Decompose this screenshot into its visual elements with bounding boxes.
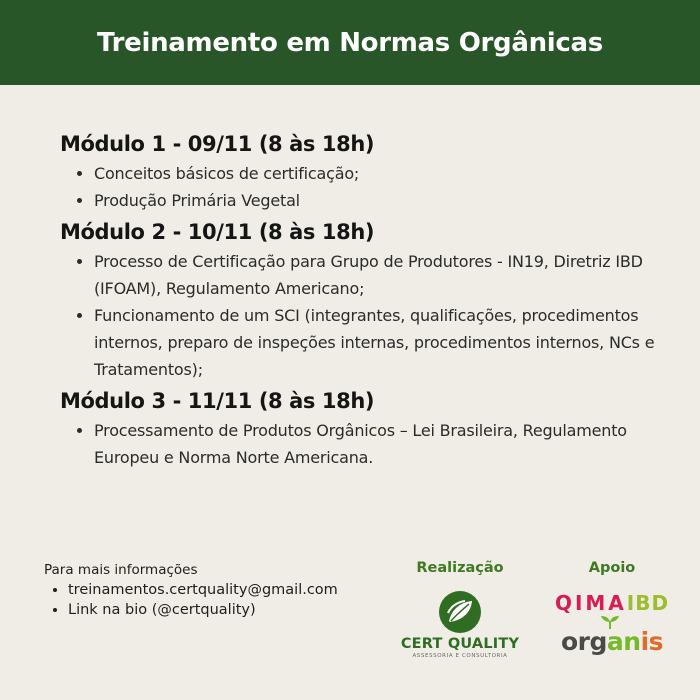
realizacao-section: [400, 560, 520, 659]
module-title: Módulo 3 - 11/11 (8 às 18h): [60, 389, 375, 413]
qima-logo-text: QIMA: [554, 591, 627, 615]
topic-item: • Conceitos básicos de certificação;: [94, 160, 660, 187]
contact-title: Para mais informações: [44, 562, 198, 578]
leaf-logo-icon: [438, 590, 482, 634]
cert-quality-logo-subtitle: ASSESSORIA E CONSULTORIA: [412, 653, 508, 659]
contact-list: [44, 580, 384, 620]
topic-item: • Produção Primária Vegetal: [94, 187, 660, 214]
module-title: Módulo 2 - 10/11 (8 às 18h): [60, 220, 375, 244]
topic-item: • Processamento de Produtos Orgânicos – Lei Brasileira, Regulamento Europeu e Norma Norte Americana.: [94, 417, 660, 471]
organis-text-part: is: [640, 627, 664, 656]
cert-quality-logo-text: CERT QUALITY: [400, 636, 520, 652]
organis-logo: [561, 627, 663, 656]
apoio-section: [540, 560, 684, 656]
module-1: [60, 128, 660, 214]
topic-item: • Processo de Certificação para Grupo de Produtores - IN19, Diretriz IBD (IFOAM), Regulamento Americano;: [94, 248, 660, 302]
sprout-icon: [599, 615, 621, 629]
module-title: Módulo 1 - 09/11 (8 às 18h): [60, 132, 375, 156]
qima-ibd-logo: [540, 591, 684, 615]
topic-list: [60, 417, 660, 471]
module-2: [60, 216, 660, 383]
social-link[interactable]: • Link na bio (@certquality): [68, 600, 384, 620]
modules-section: [60, 128, 660, 473]
contact-info: [44, 562, 384, 620]
topic-item: • Funcionamento de um SCI (integrantes, qualificações, procedimentos internos, preparo de inspeções internas, procedimentos internos, NCs e Tratamentos);: [94, 302, 660, 383]
organis-text-part: an: [606, 627, 641, 656]
topic-list: [60, 248, 660, 383]
topic-list: [60, 160, 660, 214]
page-title: Treinamento em Normas Orgânicas: [97, 27, 603, 58]
module-3: [60, 385, 660, 471]
organis-text-part: org: [560, 627, 607, 656]
ibd-logo-text: IBD: [626, 591, 670, 615]
email-link[interactable]: • treinamentos.certquality@gmail.com: [68, 580, 384, 600]
realizacao-label: Realização: [416, 560, 504, 576]
header-banner: [0, 0, 700, 85]
apoio-label: Apoio: [588, 560, 636, 576]
